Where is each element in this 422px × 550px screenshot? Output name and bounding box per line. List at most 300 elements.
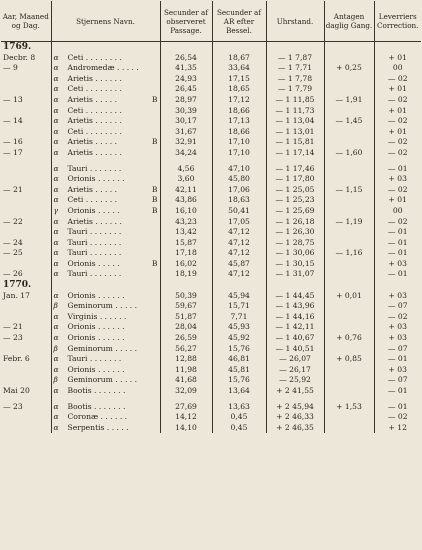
date-cell: — 9 (3, 63, 18, 73)
star-letter: γ (53, 205, 59, 215)
table-row (1, 185, 421, 196)
table-row (1, 238, 421, 249)
clock-cell: — 1 13,04 (266, 116, 324, 127)
header-bessel: Secunder af AR efter Bessel. (212, 1, 266, 42)
star-cell (51, 106, 160, 117)
star-letter: α (53, 163, 59, 173)
star-letter: α (53, 126, 59, 136)
leverrier-cell: + 01 (374, 84, 421, 95)
bessel-cell: 13,63 (212, 402, 266, 413)
leverrier-cell: + 01 (374, 53, 421, 64)
star-cell (51, 127, 160, 138)
star-tag: B (151, 184, 158, 194)
table-row (1, 74, 421, 85)
observed-cell: 27,69 (160, 402, 212, 413)
star-tag (148, 148, 158, 159)
star-letter: α (53, 195, 59, 205)
bessel-cell: 18,63 (212, 195, 266, 206)
star-name: Geminorum . . . . . (67, 375, 138, 385)
observed-cell: 42,11 (160, 185, 212, 196)
date-cell (1, 84, 51, 95)
star-tag: B (151, 205, 158, 215)
clock-cell: + 2 46,35 (266, 423, 324, 434)
table-row (1, 127, 421, 138)
rate-cell: + 0,25 (324, 63, 374, 74)
leverrier-cell: — 01 (374, 269, 421, 280)
star-tag: B (151, 195, 158, 205)
bessel-cell: 18,66 (212, 106, 266, 117)
rate-cell (324, 106, 374, 117)
leverrier-cell: — 01 (374, 402, 421, 413)
star-name: Tauri . . . . . . . (67, 269, 122, 279)
leverrier-cell: + 01 (374, 195, 421, 206)
clock-cell: — 1 40,51 (266, 344, 324, 355)
rate-cell (324, 322, 374, 333)
clock-cell: — 26,17 (266, 365, 324, 376)
table-row (1, 322, 421, 333)
star-cell (51, 63, 160, 74)
star-cell (51, 333, 160, 344)
bessel-cell: 17,12 (212, 95, 266, 106)
star-name: Arietis . . . . . (67, 137, 118, 147)
star-letter: α (53, 333, 59, 343)
star-name: Orionis . . . . . . (67, 364, 125, 374)
leverrier-cell: + 03 (374, 291, 421, 302)
rate-cell (324, 53, 374, 64)
rate-cell (324, 423, 374, 434)
date-cell (1, 412, 51, 423)
star-cell (51, 217, 160, 228)
date-cell: — 21 (3, 184, 23, 194)
star-tag (148, 84, 158, 95)
clock-cell: — 1 25,05 (266, 185, 324, 196)
rate-cell (324, 238, 374, 249)
leverrier-cell: — 02 (374, 116, 421, 127)
star-cell (51, 53, 160, 64)
bessel-cell: 47,12 (212, 269, 266, 280)
clock-cell: + 2 46,33 (266, 412, 324, 423)
rate-cell (324, 227, 374, 238)
star-name: Arietis . . . . . . (67, 216, 122, 226)
observed-cell: 26,59 (160, 333, 212, 344)
table-row (1, 174, 421, 185)
star-name: Orionis . . . . . (67, 205, 120, 215)
table-row (1, 106, 421, 117)
table-row (1, 354, 421, 365)
bessel-cell: 46,81 (212, 354, 266, 365)
star-cell (51, 137, 160, 148)
star-tag (148, 116, 158, 127)
leverrier-cell: — 07 (374, 301, 421, 312)
bessel-cell: 18,67 (212, 53, 266, 64)
header-observed: Secunder af observeret Passage. (160, 1, 212, 42)
star-letter: α (53, 105, 59, 115)
date-cell (1, 259, 51, 270)
clock-cell: — 1 17,80 (266, 174, 324, 185)
clock-cell: — 1 42,11 (266, 322, 324, 333)
star-name: Ceti . . . . . . . . (67, 105, 122, 115)
table-row (1, 195, 421, 206)
observed-cell: 43,23 (160, 217, 212, 228)
bessel-cell: 0,45 (212, 423, 266, 434)
star-letter: α (53, 311, 59, 321)
star-cell (51, 402, 160, 413)
star-cell (51, 412, 160, 423)
table-row (1, 95, 421, 106)
table-row (1, 344, 421, 355)
star-name: Arietis . . . . . . (67, 116, 122, 126)
date-cell (1, 344, 51, 355)
star-cell (51, 375, 160, 386)
star-tag (148, 333, 158, 344)
header-leverrier: Leverriers Correction. (374, 1, 421, 42)
leverrier-cell: — 02 (374, 185, 421, 196)
date-cell (1, 106, 51, 117)
star-cell (51, 238, 160, 249)
star-tag (148, 269, 158, 280)
star-letter: α (53, 354, 59, 364)
star-letter: α (53, 364, 59, 374)
date-cell (1, 375, 51, 386)
table-body (1, 42, 421, 434)
date-cell (1, 423, 51, 434)
date-cell: — 22 (3, 216, 23, 226)
leverrier-cell: — 02 (374, 74, 421, 85)
observed-cell: 32,91 (160, 137, 212, 148)
observed-cell: 31,67 (160, 127, 212, 138)
star-letter: α (53, 248, 59, 258)
empty-cell (374, 280, 421, 291)
observed-cell: 11,98 (160, 365, 212, 376)
star-name: Serpentis . . . . . (67, 422, 129, 432)
star-tag (148, 238, 158, 249)
header-clock: Uhrstand. (266, 1, 324, 42)
rate-cell: — 1,91 (324, 95, 374, 106)
empty-cell (266, 280, 324, 291)
date-cell (1, 227, 51, 238)
date-cell (1, 301, 51, 312)
bessel-cell: 47,12 (212, 238, 266, 249)
star-name: Ceti . . . . . . . . (67, 84, 122, 94)
rate-cell (324, 386, 374, 397)
date-cell: — 21 (3, 322, 23, 332)
star-cell (51, 365, 160, 376)
clock-cell: — 1 7,71 (266, 63, 324, 74)
date-cell: — 16 (3, 137, 23, 147)
rate-cell (324, 174, 374, 185)
rate-cell: — 1,19 (324, 217, 374, 228)
rate-cell: + 1,53 (324, 402, 374, 413)
table-row (1, 53, 421, 64)
star-cell (51, 269, 160, 280)
clock-cell: + 2 45,94 (266, 402, 324, 413)
observed-cell: 26,45 (160, 84, 212, 95)
table-row (1, 402, 421, 413)
star-letter: α (53, 63, 59, 73)
star-name: Bootis . . . . . . . (67, 401, 126, 411)
star-cell (51, 344, 160, 355)
bessel-cell: 50,41 (212, 206, 266, 217)
observed-cell: 30,39 (160, 106, 212, 117)
star-tag: B (151, 137, 158, 147)
star-name: Andromedæ . . . . . (67, 63, 139, 73)
bessel-cell: 47,12 (212, 248, 266, 259)
star-tag (148, 53, 158, 64)
table-row (1, 227, 421, 238)
date-cell: Mai 20 (3, 386, 30, 395)
table-row (1, 312, 421, 323)
star-cell (51, 322, 160, 333)
bessel-cell: 45,80 (212, 174, 266, 185)
star-tag: B (151, 94, 158, 104)
star-name: Arietis . . . . . (67, 184, 118, 194)
star-tag (148, 248, 158, 259)
header-rate: Antagen daglig Gang. (324, 1, 374, 42)
date-cell: Decbr. 8 (3, 52, 36, 62)
rate-cell: — 1,60 (324, 148, 374, 159)
rate-cell: — 1,45 (324, 116, 374, 127)
empty-cell (212, 280, 266, 291)
observed-cell: 17,18 (160, 248, 212, 259)
clock-cell: — 1 44,16 (266, 312, 324, 323)
star-name: Ceti . . . . . . . (67, 195, 118, 205)
header-date: Aar, Maaned og Dag. (1, 1, 51, 42)
rate-cell: + 0,76 (324, 333, 374, 344)
star-name: Arietis . . . . . . (67, 147, 122, 157)
date-cell: Febr. 6 (3, 354, 30, 364)
star-name: Arietis . . . . . (67, 94, 118, 104)
clock-cell: — 1 44,45 (266, 291, 324, 302)
star-letter: α (53, 84, 59, 94)
bessel-cell: 15,71 (212, 301, 266, 312)
bessel-cell: 45,94 (212, 291, 266, 302)
star-letter: α (53, 52, 59, 62)
observed-cell: 26,54 (160, 53, 212, 64)
clock-cell: — 1 43,96 (266, 301, 324, 312)
leverrier-cell: — 07 (374, 344, 421, 355)
leverrier-cell: 00 (374, 63, 421, 74)
observed-cell: 41,35 (160, 63, 212, 74)
clock-cell: — 1 28,75 (266, 238, 324, 249)
star-name: Tauri . . . . . . . (67, 227, 122, 237)
rate-cell (324, 412, 374, 423)
star-name: Bootis . . . . . . . (67, 386, 126, 395)
observed-cell: 51,87 (160, 312, 212, 323)
bessel-cell: 45,87 (212, 259, 266, 270)
table-row (1, 423, 421, 434)
bessel-cell: 18,65 (212, 84, 266, 95)
star-tag (148, 127, 158, 138)
star-cell (51, 95, 160, 106)
table-row (1, 375, 421, 386)
table-row (1, 386, 421, 397)
star-cell (51, 74, 160, 85)
empty-cell (160, 42, 212, 53)
rate-cell (324, 74, 374, 85)
bessel-cell: 47,12 (212, 227, 266, 238)
date-cell (1, 195, 51, 206)
clock-cell: — 1 30,15 (266, 259, 324, 270)
leverrier-cell: — 02 (374, 217, 421, 228)
leverrier-cell: + 03 (374, 322, 421, 333)
star-name: Ceti . . . . . . . . (67, 52, 122, 62)
star-letter: α (53, 386, 59, 395)
star-tag (148, 301, 158, 312)
rate-cell (324, 84, 374, 95)
observed-cell: 59,67 (160, 301, 212, 312)
star-tag (148, 344, 158, 355)
clock-cell: — 1 40,67 (266, 333, 324, 344)
date-cell: — 23 (3, 333, 23, 343)
clock-cell: — 1 7,79 (266, 84, 324, 95)
star-tag (148, 423, 158, 434)
leverrier-cell: — 02 (374, 95, 421, 106)
observed-cell: 32,09 (160, 386, 212, 397)
star-letter: α (53, 322, 59, 332)
date-cell (1, 365, 51, 376)
star-tag (148, 312, 158, 323)
table-row (1, 365, 421, 376)
star-letter: α (53, 184, 59, 194)
table-row (1, 259, 421, 270)
date-cell (1, 174, 51, 185)
leverrier-cell: — 02 (374, 412, 421, 423)
table-row (1, 291, 421, 302)
star-cell (51, 354, 160, 365)
year-row (1, 42, 421, 53)
table-row (1, 217, 421, 228)
star-letter: α (53, 216, 59, 226)
rate-cell (324, 375, 374, 386)
leverrier-cell: — 01 (374, 227, 421, 238)
leverrier-cell: — 02 (374, 148, 421, 159)
bessel-cell: 45,81 (212, 365, 266, 376)
empty-cell (51, 280, 160, 291)
star-letter: α (53, 269, 59, 279)
star-cell (51, 164, 160, 175)
rate-cell (324, 365, 374, 376)
observed-cell: 50,39 (160, 291, 212, 302)
clock-cell: — 1 15,81 (266, 137, 324, 148)
observed-cell: 18,19 (160, 269, 212, 280)
rate-cell (324, 344, 374, 355)
clock-cell: — 1 30,06 (266, 248, 324, 259)
star-name: Orionis . . . . . . (67, 333, 125, 343)
bessel-cell: 13,64 (212, 386, 266, 397)
star-tag (148, 412, 158, 423)
rate-cell (324, 206, 374, 217)
star-letter: α (53, 258, 59, 268)
bessel-cell: 17,13 (212, 116, 266, 127)
date-cell (1, 127, 51, 138)
star-name: Geminorum . . . . . (67, 343, 138, 353)
clock-cell: — 1 7,78 (266, 74, 324, 85)
observed-cell: 12,88 (160, 354, 212, 365)
rate-cell (324, 259, 374, 270)
empty-cell (324, 42, 374, 53)
star-name: Ceti . . . . . . . . (67, 126, 122, 136)
table-row (1, 248, 421, 259)
observed-cell: 56,27 (160, 344, 212, 355)
rate-cell (324, 164, 374, 175)
observed-cell: 16,02 (160, 259, 212, 270)
clock-cell: — 1 11,85 (266, 95, 324, 106)
star-name: Tauri . . . . . . . (67, 354, 122, 364)
rate-cell (324, 127, 374, 138)
observed-cell: 14,10 (160, 423, 212, 434)
rate-cell (324, 301, 374, 312)
star-tag (148, 291, 158, 302)
rate-cell (324, 137, 374, 148)
star-cell (51, 185, 160, 196)
star-cell (51, 423, 160, 434)
bessel-cell: 17,05 (212, 217, 266, 228)
empty-cell (212, 42, 266, 53)
leverrier-cell: — 01 (374, 386, 421, 397)
star-cell (51, 174, 160, 185)
star-tag (148, 402, 158, 413)
clock-cell: — 25,92 (266, 375, 324, 386)
leverrier-cell: — 02 (374, 137, 421, 148)
observed-cell: 15,87 (160, 238, 212, 249)
leverrier-cell: + 03 (374, 174, 421, 185)
star-tag (148, 164, 158, 175)
observed-cell: 14,12 (160, 412, 212, 423)
table-row (1, 269, 421, 280)
date-cell: — 17 (3, 147, 23, 157)
observed-cell: 24,93 (160, 74, 212, 85)
observed-cell: 4,56 (160, 164, 212, 175)
star-letter: α (53, 412, 59, 422)
star-cell (51, 116, 160, 127)
clock-cell: — 1 25,23 (266, 195, 324, 206)
star-name: Orionis . . . . . (67, 258, 120, 268)
star-letter: α (53, 73, 59, 83)
star-letter: α (53, 237, 59, 247)
leverrier-cell: + 12 (374, 423, 421, 434)
star-cell (51, 148, 160, 159)
header-star: Stjernens Navn. (51, 1, 160, 42)
rate-cell: + 0,01 (324, 291, 374, 302)
star-tag (148, 375, 158, 386)
star-name: Arietis . . . . . . (67, 73, 122, 83)
date-cell: — 26 (3, 269, 23, 279)
star-cell (51, 227, 160, 238)
clock-cell: — 26,07 (266, 354, 324, 365)
observed-cell: 16,10 (160, 206, 212, 217)
observed-cell: 43,86 (160, 195, 212, 206)
star-letter: β (53, 375, 58, 385)
rate-cell (324, 195, 374, 206)
clock-cell: — 1 13,01 (266, 127, 324, 138)
table-row (1, 206, 421, 217)
star-cell (51, 259, 160, 270)
table-row (1, 148, 421, 159)
leverrier-cell: + 03 (374, 259, 421, 270)
star-name: Virginis . . . . . . (67, 311, 127, 321)
star-name: Orionis . . . . . . (67, 290, 125, 300)
star-tag (148, 365, 158, 376)
bessel-cell: 0,45 (212, 412, 266, 423)
bessel-cell: 17,15 (212, 74, 266, 85)
leverrier-cell: 00 (374, 206, 421, 217)
star-letter: α (53, 290, 59, 300)
leverrier-cell: — 02 (374, 312, 421, 323)
star-letter: α (53, 137, 59, 147)
star-tag (148, 322, 158, 333)
observed-cell: 28,04 (160, 322, 212, 333)
star-cell (51, 312, 160, 323)
